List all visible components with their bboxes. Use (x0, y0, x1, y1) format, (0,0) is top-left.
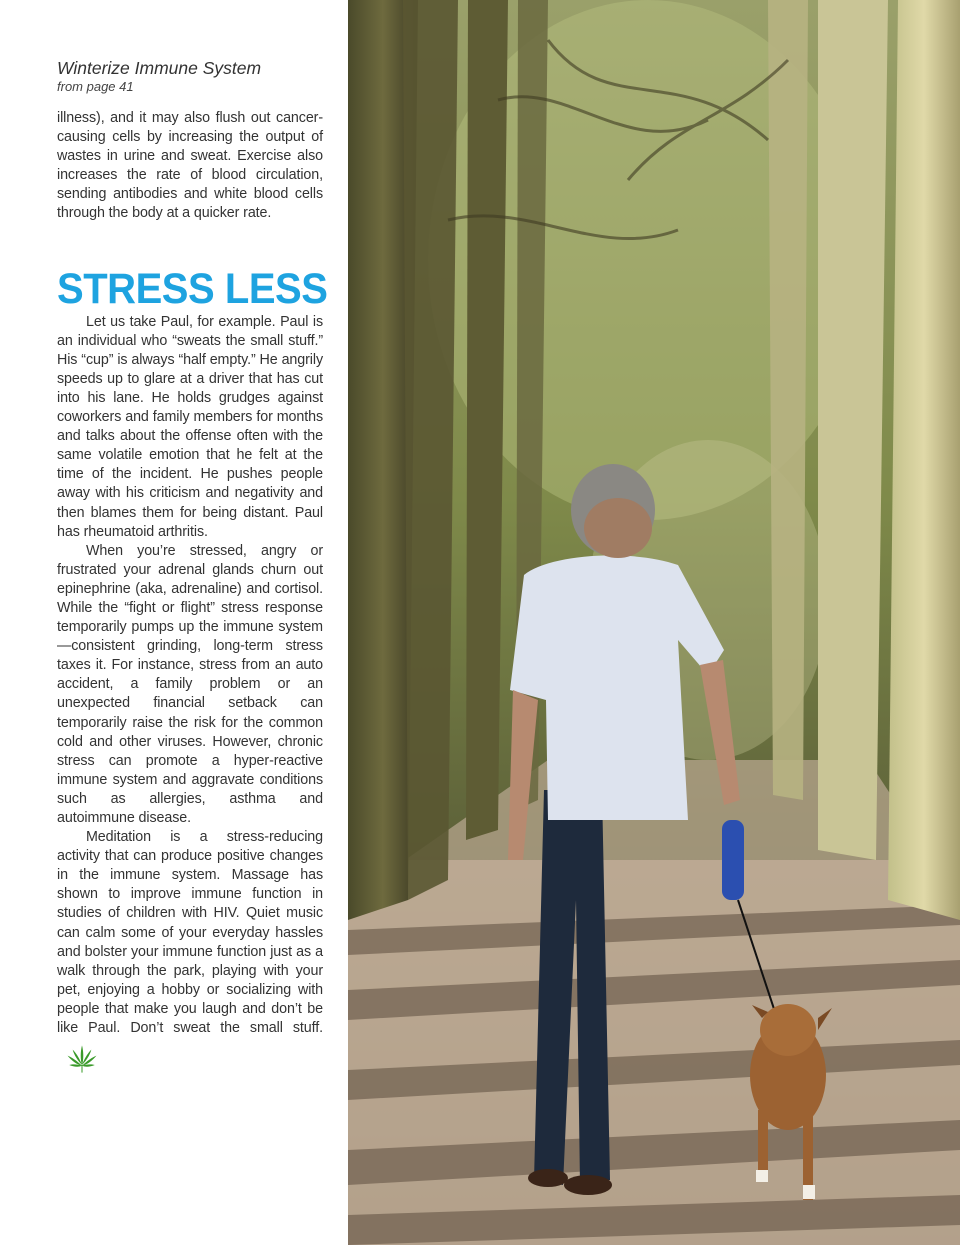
article-column (57, 58, 328, 1072)
paragraph-3-text: Meditation is a stress-reducing activity that can produce positive changes in the immune system. Massage has shown to improve immune function in studies of children with HIV. Quiet music can calm some of your everyday hassles and bolster your immune function just as a walk through the park, playing with your pet, enjoying a hobby or socializing with people that make you laugh and don’t be like Paul. Don’t sweat the small stuff. (57, 829, 323, 1037)
section-heading: STRESS LESS (57, 264, 328, 313)
continued-title: Winterize Immune System (57, 58, 262, 78)
photo-man-walking-dog-icon (348, 0, 960, 1245)
paragraph-1: Let us take Paul, for example. Paul is an individual who “sweats the small stuff.” His “cup” is always “half empty.” He angrily speeds up to glare at a driver that has cut into his lane. He holds grudges against coworkers and family members for months and talks about the offense often with the same volatile emotion that he felt at the time of the incident. He pushes people away with his criticism and negativity and then blames them for being distant. Paul has rheumatoid arthritis. (57, 313, 323, 540)
paragraph-3 (57, 828, 323, 1072)
intro-paragraph: illness), and it may also flush out cancer-causing cells by increasing the output of wastes in urine and sweat. Exercise also increases the rate of blood circulation, sending antibodies and white blood cells through the body at a quicker rate. (57, 110, 323, 222)
cannabis-leaf-icon (65, 1042, 99, 1076)
continued-from: from page 41 (57, 79, 134, 94)
paragraph-2: When you’re stressed, angry or frustrated your adrenal glands churn out epinephrine (aka, adrenaline) and cortisol. While the “fight or flight” stress response temporarily pumps up the immune system—consistent grinding, long-term stress taxes it. For instance, stress from an auto accident, a family problem or an unexpected financial setback can temporarily raise the risk for the common cold and other viruses. However, chronic stress can promote a hyper-reactive immune system and aggravate conditions such as allergies, asthma and autoimmune disease. (57, 542, 323, 826)
